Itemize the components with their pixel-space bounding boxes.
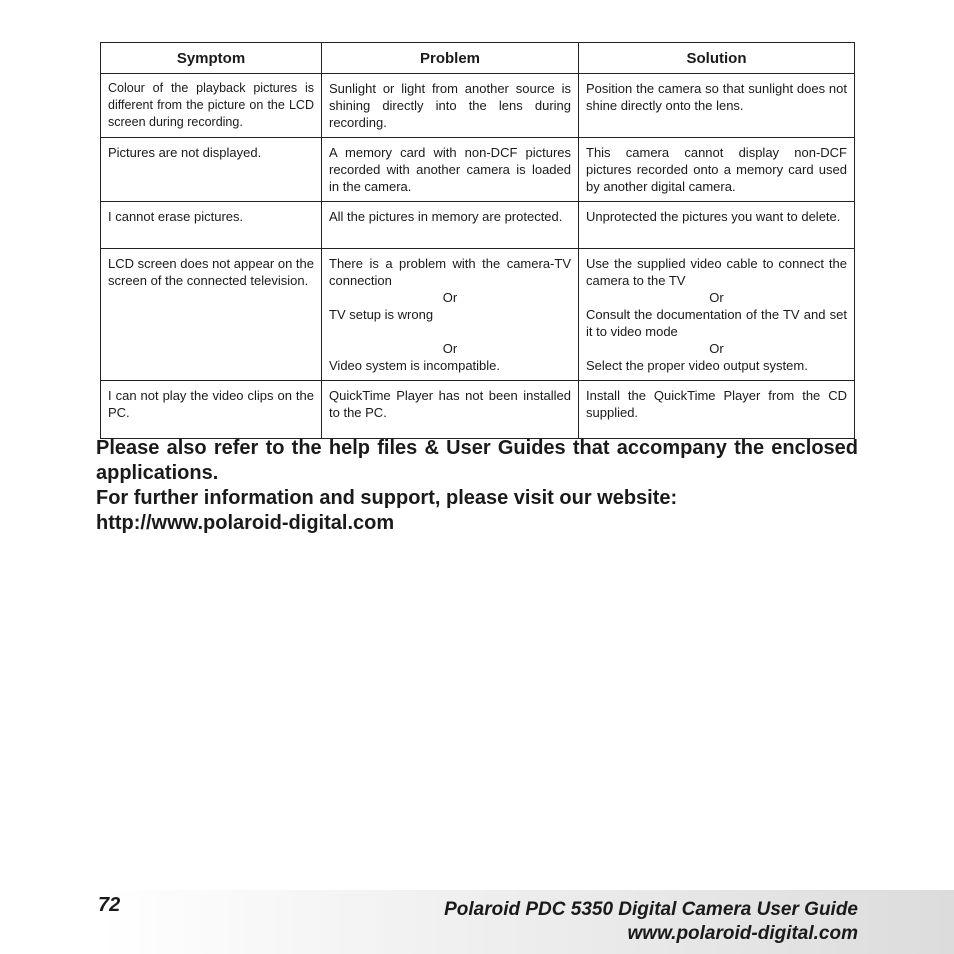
header-problem: Problem [322, 43, 579, 74]
problem-cell [322, 381, 579, 439]
solution-cell [579, 138, 855, 202]
header-symptom: Symptom [101, 43, 322, 74]
solution-cell [579, 74, 855, 138]
solution-cell [579, 249, 855, 381]
problem-cell [322, 138, 579, 202]
table-row [101, 249, 855, 381]
or-separator: Or [442, 290, 458, 305]
troubleshooting-table [100, 42, 855, 439]
table-header-row [101, 43, 855, 74]
table-row [101, 381, 855, 439]
solution-text: Install the QuickTime Player from the CD supplied. [586, 388, 847, 420]
problem-cell [322, 249, 579, 381]
symptom-cell: I cannot erase pictures. [101, 202, 322, 249]
table-row [101, 202, 855, 249]
header-solution: Solution [579, 43, 855, 74]
problem-cell [322, 202, 579, 249]
spacer [329, 323, 571, 340]
symptom-cell: I can not play the video clips on the PC. [101, 381, 322, 439]
problem-text: QuickTime Player has not been installed to the PC. [329, 388, 571, 420]
problem-text: There is a problem with the camera-TV connection [329, 256, 571, 288]
support-url: http://www.polaroid-digital.com [96, 512, 395, 534]
or-separator: Or [709, 341, 724, 356]
solution-cell [579, 202, 855, 249]
problem-text: A memory card with non-DCF pictures recorded with another camera is loaded in the camera. [329, 145, 571, 194]
solution-text: Position the camera so that sunlight does not shine directly onto the lens. [586, 81, 847, 113]
help-files-note: Please also refer to the help files & User Guides that accompany the enclosed applications. [96, 437, 858, 484]
solution-text: Use the supplied video cable to connect the camera to the TV [586, 256, 847, 288]
problem-text: All the pictures in memory are protected. [329, 209, 563, 224]
or-separator: Or [442, 341, 458, 356]
table-row [101, 74, 855, 138]
support-text: For further information and support, please visit our website: [96, 487, 678, 509]
symptom-cell: LCD screen does not appear on the screen of the connected television. [101, 249, 322, 381]
solution-text: Unprotected the pictures you want to delete. [586, 209, 841, 224]
symptom-cell: Pictures are not displayed. [101, 138, 322, 202]
support-note [96, 486, 858, 536]
table-row [101, 138, 855, 202]
solution-text: This camera cannot display non-DCF pictures recorded onto a memory card used by another digital camera. [586, 145, 847, 194]
solution-cell [579, 381, 855, 439]
problem-cell [322, 74, 579, 138]
or-separator: Or [709, 290, 724, 305]
solution-text: Select the proper video output system. [586, 358, 808, 373]
problem-text: Video system is incompatible. [329, 358, 501, 373]
footer-title-block [444, 898, 858, 946]
page-number: 72 [98, 894, 121, 916]
symptom-cell: Colour of the playback pictures is different from the picture on the LCD screen during recording. [101, 74, 322, 138]
solution-text: Consult the documentation of the TV and set it to video mode [586, 307, 847, 339]
guide-title: Polaroid PDC 5350 Digital Camera User Guide [444, 899, 858, 920]
footer-website: www.polaroid-digital.com [627, 923, 858, 944]
problem-text: Sunlight or light from another source is shining directly into the lens during recording. [329, 81, 571, 130]
problem-text: TV setup is wrong [329, 307, 434, 322]
